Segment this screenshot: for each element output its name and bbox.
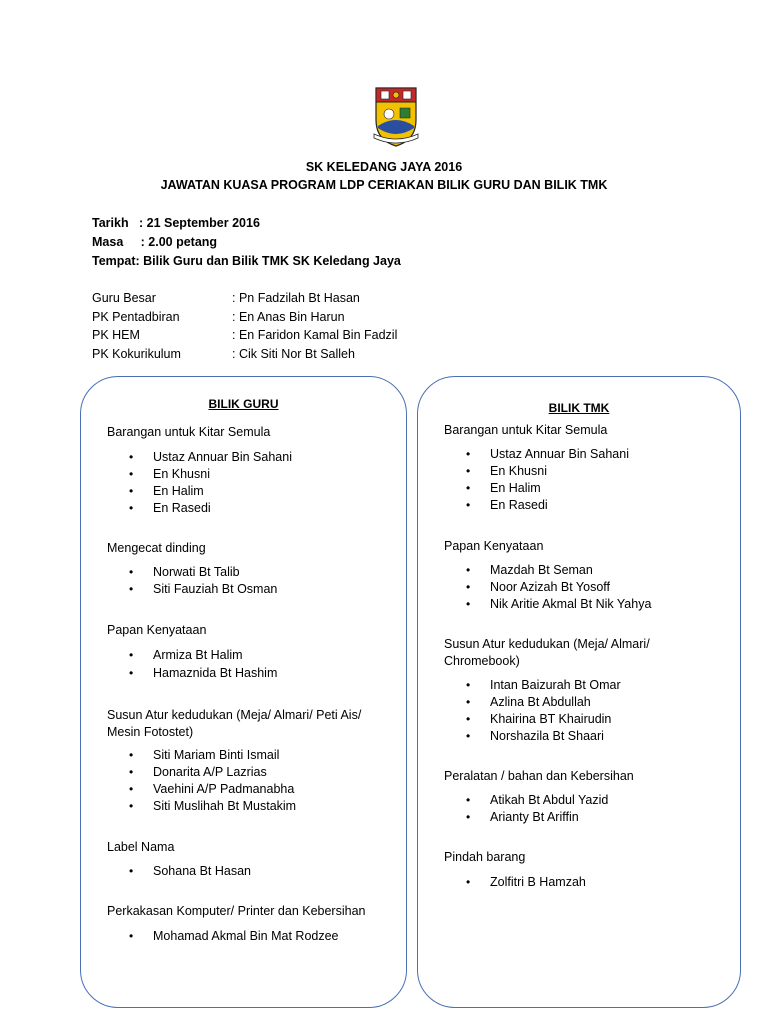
section-title-cont: Mesin Fotostet): [107, 725, 194, 739]
committee-title: JAWATAN KUASA PROGRAM LDP CERIAKAN BILIK GURU DAN BILIK TMK: [160, 178, 608, 192]
bullet-icon: •: [466, 498, 471, 512]
bullet-icon: •: [129, 467, 134, 481]
meeting-date: Tarikh : 21 September 2016: [92, 216, 260, 230]
member-name: En Halim: [490, 481, 541, 495]
bullet-icon: •: [466, 563, 471, 577]
bullet-icon: •: [129, 450, 134, 464]
member-name: En Halim: [153, 484, 204, 498]
bilik-guru-heading: BILIK GURU: [208, 397, 279, 411]
member-name: Zolfitri B Hamzah: [490, 875, 586, 889]
member-name: Norwati Bt Talib: [153, 565, 240, 579]
member-name: Noor Azizah Bt Yosoff: [490, 580, 610, 594]
member-name: Intan Baizurah Bt Omar: [490, 678, 621, 692]
section-title: Perkakasan Komputer/ Printer dan Kebersihan: [107, 904, 366, 918]
bullet-icon: •: [466, 695, 471, 709]
bullet-icon: •: [466, 447, 471, 461]
school-title: SK KELEDANG JAYA 2016: [305, 160, 463, 174]
member-name: Hamaznida Bt Hashim: [153, 666, 278, 680]
bullet-icon: •: [129, 782, 134, 796]
staff-role: PK Kokurikulum: [92, 347, 181, 361]
member-name: Mohamad Akmal Bin Mat Rodzee: [153, 929, 339, 943]
member-name: En Rasedi: [490, 498, 548, 512]
member-name: Siti Muslihah Bt Mustakim: [153, 799, 297, 813]
section-title: Susun Atur kedudukan (Meja/ Almari/: [444, 637, 650, 651]
bullet-icon: •: [466, 580, 471, 594]
bilik-tmk-heading: BILIK TMK: [548, 401, 610, 415]
bullet-icon: •: [466, 597, 471, 611]
bullet-icon: •: [466, 678, 471, 692]
member-name: Khairina BT Khairudin: [490, 712, 612, 726]
bullet-icon: •: [466, 810, 471, 824]
staff-role: PK Pentadbiran: [92, 310, 180, 324]
section-title-cont: Chromebook): [444, 654, 520, 668]
member-name: Nik Aritie Akmal Bt Nik Yahya: [490, 597, 652, 611]
bullet-icon: •: [466, 464, 471, 478]
staff-name: : Pn Fadzilah Bt Hasan: [232, 291, 360, 305]
member-name: Sohana Bt Hasan: [153, 864, 251, 878]
member-name: Atikah Bt Abdul Yazid: [490, 793, 609, 807]
bullet-icon: •: [129, 565, 134, 579]
member-name: En Khusni: [153, 467, 210, 481]
section-title: Papan Kenyataan: [107, 623, 207, 637]
staff-name: : Cik Siti Nor Bt Salleh: [232, 347, 355, 361]
staff-name: : En Faridon Kamal Bin Fadzil: [232, 328, 398, 342]
meeting-time: Masa : 2.00 petang: [92, 235, 218, 249]
bullet-icon: •: [129, 864, 134, 878]
bilik-guru-panel: [80, 376, 407, 1008]
section-title: Pindah barang: [444, 850, 526, 864]
staff-role: Guru Besar: [92, 291, 156, 305]
staff-role: PK HEM: [92, 328, 140, 342]
member-name: Donarita A/P Lazrias: [153, 765, 267, 779]
section-title: Mengecat dinding: [107, 541, 206, 555]
member-name: Siti Fauziah Bt Osman: [153, 582, 278, 596]
bullet-icon: •: [129, 748, 134, 762]
member-name: Ustaz Annuar Bin Sahani: [490, 447, 629, 461]
section-title: Label Nama: [107, 840, 175, 854]
school-crest-logo: [372, 86, 420, 148]
bullet-icon: •: [129, 501, 134, 515]
bullet-icon: •: [129, 666, 134, 680]
member-name: Arianty Bt Ariffin: [490, 810, 579, 824]
member-name: Azlina Bt Abdullah: [490, 695, 591, 709]
section-title: Peralatan / bahan dan Kebersihan: [444, 769, 634, 783]
section-title: Barangan untuk Kitar Semula: [444, 423, 608, 437]
bullet-icon: •: [129, 765, 134, 779]
bilik-tmk-panel: [417, 376, 741, 1008]
member-name: En Khusni: [490, 464, 547, 478]
bullet-icon: •: [466, 712, 471, 726]
section-title: Barangan untuk Kitar Semula: [107, 425, 271, 439]
meeting-place: Tempat: Bilik Guru dan Bilik TMK SK Keledang Jaya: [92, 254, 401, 268]
bullet-icon: •: [466, 793, 471, 807]
member-name: Norshazila Bt Shaari: [490, 729, 604, 743]
member-name: Siti Mariam Binti Ismail: [153, 748, 280, 762]
member-name: Vaehini A/P Padmanabha: [153, 782, 295, 796]
bullet-icon: •: [129, 799, 134, 813]
member-name: Armiza Bt Halim: [153, 648, 243, 662]
section-title: Papan Kenyataan: [444, 539, 544, 553]
member-name: Mazdah Bt Seman: [490, 563, 593, 577]
member-name: Ustaz Annuar Bin Sahani: [153, 450, 292, 464]
bullet-icon: •: [466, 875, 471, 889]
bullet-icon: •: [129, 582, 134, 596]
bullet-icon: •: [466, 481, 471, 495]
section-title: Susun Atur kedudukan (Meja/ Almari/ Peti Ais/: [107, 708, 362, 722]
member-name: En Rasedi: [153, 501, 211, 515]
bullet-icon: •: [466, 729, 471, 743]
bullet-icon: •: [129, 484, 134, 498]
bullet-icon: •: [129, 648, 134, 662]
staff-name: : En Anas Bin Harun: [232, 310, 345, 324]
bullet-icon: •: [129, 929, 134, 943]
